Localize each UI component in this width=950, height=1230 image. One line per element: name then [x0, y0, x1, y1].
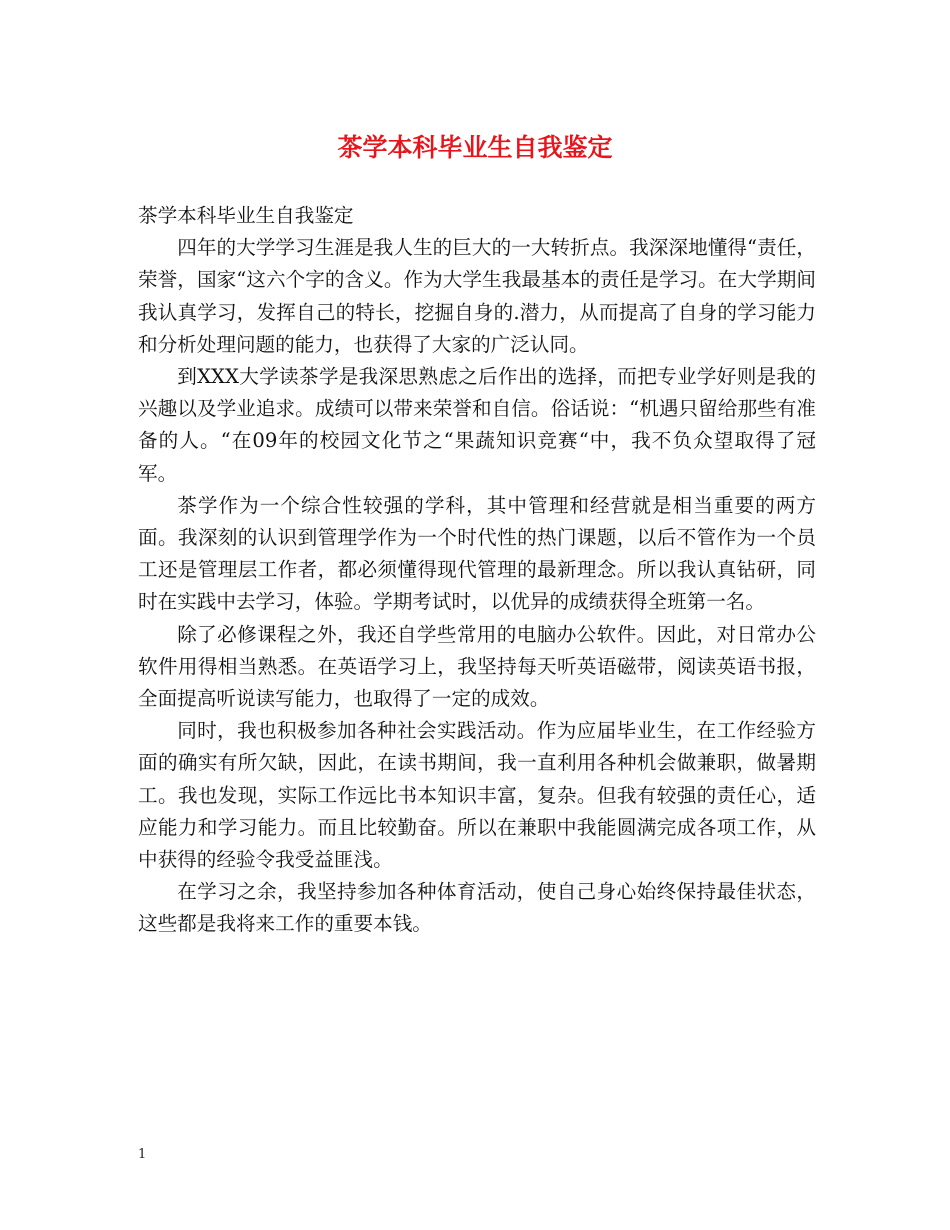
- document-body: [138, 200, 816, 941]
- document-title: 茶学本科毕业生自我鉴定: [337, 133, 613, 162]
- paragraph-5: 同时，我也积极参加各种社会实践活动。作为应届毕业生，在工作经验方面的确实有所欠缺，因此，在读书期间，我一直利用各种机会做兼职，做暑期工。我也发现，实际工作远比书本知识丰富，复杂。但我有较强的责任心，适应能力和学习能力。而且比较勤奋。所以在兼职中我能圆满完成各项工作，从中获得的经验令我受益匪浅。: [138, 719, 816, 872]
- document-heading: 茶学本科毕业生自我鉴定: [138, 204, 354, 227]
- paragraph-2: 到XXX大学读茶学是我深思熟虑之后作出的选择，而把专业学好则是我的兴趣以及学业追求。成绩可以带来荣誉和自信。俗话说：“机遇只留给那些有准备的人。“在09年的校园文化节之“果蔬知识竞赛“中，我不负众望取得了冠军。: [138, 365, 816, 485]
- paragraph-1: 四年的大学学习生涯是我人生的巨大的一大转折点。我深深地懂得“责任，荣誉，国家“这六个字的含义。作为大学生我最基本的责任是学习。在大学期间我认真学习，发挥自己的特长，挖掘自身的.潜力，从而提高了自身的学习能力和分析处理问题的能力，也获得了大家的广泛认同。: [138, 236, 816, 356]
- paragraph-3: 茶学作为一个综合性较强的学科，其中管理和经营就是相当重要的两方面。我深刻的认识到管理学作为一个时代性的热门课题，以后不管作为一个员工还是管理层工作者，都必须懂得现代管理的最新理念。所以我认真钻研，同时在实践中去学习，体验。学期考试时，以优异的成绩获得全班第一名。: [138, 493, 816, 614]
- paragraph-4: 除了必修课程之外，我还自学些常用的电脑办公软件。因此，对日常办公软件用得相当熟悉。在英语学习上，我坚持每天听英语磁带，阅读英语书报，全面提高听说读写能力，也取得了一定的成效。: [138, 622, 816, 711]
- page-number: 1: [138, 1147, 147, 1162]
- paragraph-6: 在学习之余，我坚持参加各种体育活动，使自己身心始终保持最佳状态，这些都是我将来工作的重要本钱。: [138, 880, 816, 936]
